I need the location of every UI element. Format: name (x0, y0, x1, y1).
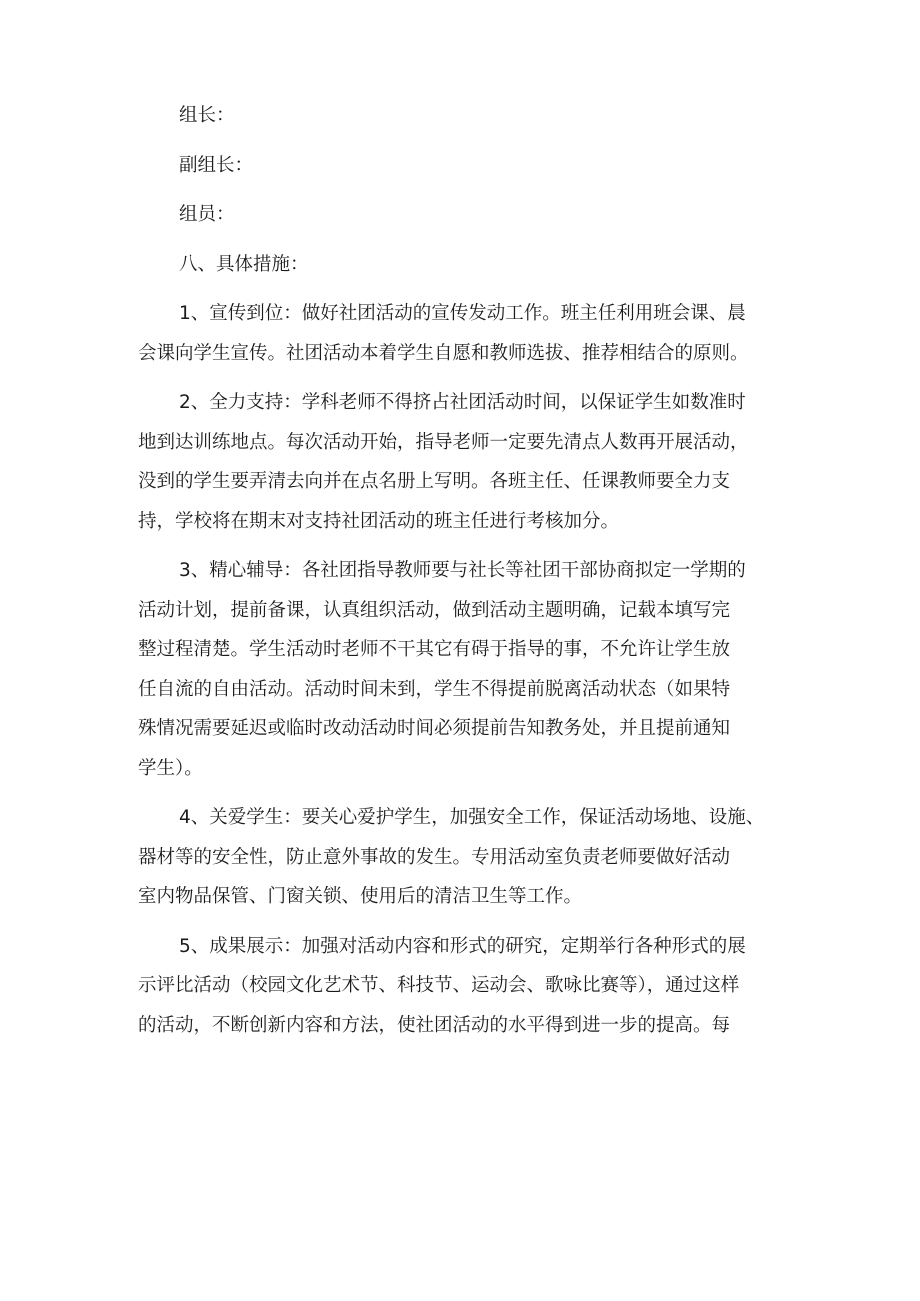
paragraph-line: 学生）。 (138, 757, 203, 779)
paragraph-guidance (138, 551, 788, 788)
paragraph-line: 1、宣传到位：做好社团活动的宣传发动工作。班主任利用班会课、晨 (179, 303, 746, 324)
paragraph-line: 示评比活动（校园文化艺术节、科技节、运动会、歌咏比赛等），通过这样 (138, 975, 740, 996)
paragraph-line: 的活动，不断创新内容和方法，使社团活动的水平得到进一步的提高。每 (138, 1014, 731, 1036)
paragraph-line: 2、全力支持：学科老师不得挤占社团活动时间，以保证学生如数准时 (179, 392, 746, 413)
members-line: 组员： (179, 204, 235, 225)
leader-line: 组长： (179, 105, 235, 126)
paragraph-results (138, 927, 788, 1046)
deputy-leader-line: 副组长： (179, 154, 254, 176)
document-body (138, 96, 788, 1055)
paragraph-line: 器材等的安全性，防止意外事故的发生。专用活动室负责老师要做好活动 (138, 846, 731, 868)
paragraph-line: 没到的学生要弄清去向并在点名册上写明。各班主任、任课教师要全力支 (138, 471, 731, 492)
paragraph-line: 活动计划，提前备课，认真组织活动，做到活动主题明确，记载本填写完 (138, 599, 731, 621)
paragraph-care (138, 798, 788, 917)
paragraph-publicity (138, 294, 788, 373)
paragraph-line: 持，学校将在期末对支持社团活动的班主任进行考核加分。 (138, 510, 620, 532)
paragraph-line: 3、精心辅导：各社团指导教师要与社长等社团干部协商拟定一学期的 (179, 560, 746, 581)
section-heading: 八、具体措施： (179, 253, 309, 275)
paragraph-line: 4、关爱学生：要关心爱护学生，加强安全工作，保证活动场地、设施、 (179, 807, 765, 828)
paragraph-support (138, 383, 788, 541)
paragraph-line: 室内物品保管、门窗关锁、使用后的清洁卫生等工作。 (138, 886, 583, 907)
paragraph-line: 会课向学生宣传。社团活动本着学生自愿和教师选拔、推荐相结合的原则。 (138, 342, 749, 364)
paragraph-line: 殊情况需要延迟或临时改动活动时间必须提前告知教务处，并且提前通知 (138, 718, 731, 739)
paragraph-line: 任自流的自由活动。活动时间未到，学生不得提前脱离活动状态（如果特 (138, 678, 731, 700)
paragraph-line: 5、成果展示：加强对活动内容和形式的研究，定期举行各种形式的展 (179, 935, 746, 957)
paragraph-line: 整过程清楚。学生活动时老师不干其它有碍于指导的事，不允许让学生放 (138, 639, 731, 660)
paragraph-line: 地到达训练地点。每次活动开始，指导老师一定要先清点人数再开展活动， (138, 431, 749, 453)
